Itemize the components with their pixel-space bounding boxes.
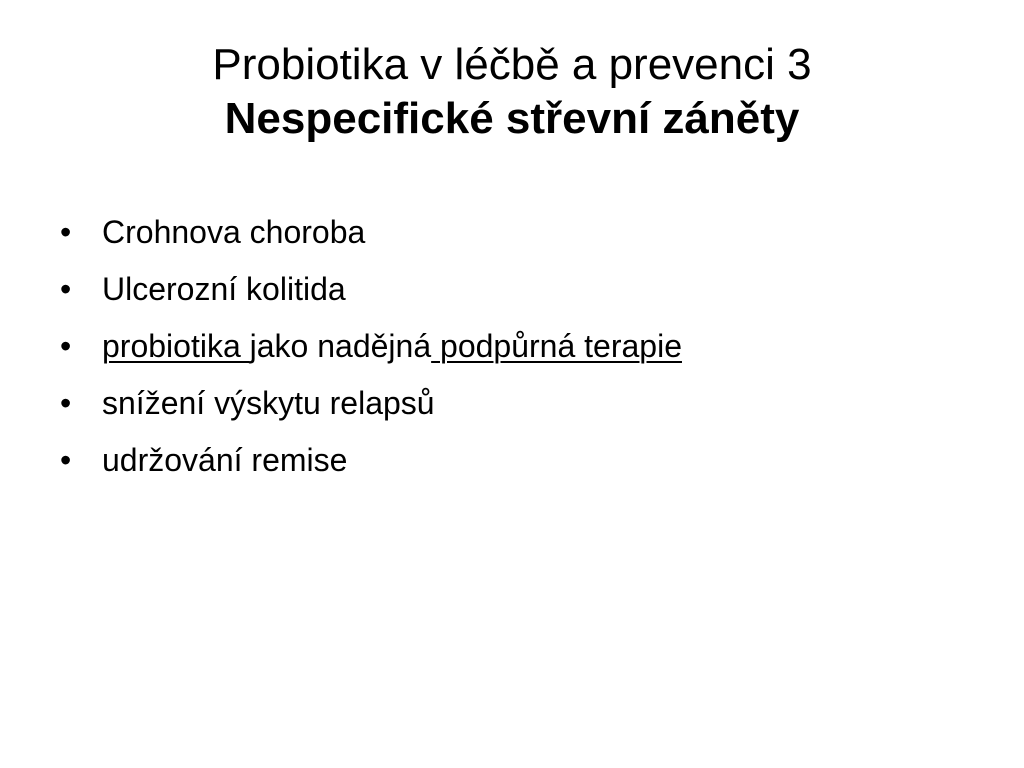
- bullet-text: udržování remise: [102, 442, 348, 478]
- bullet-text: Crohnova choroba: [102, 214, 366, 250]
- bullet-list: [60, 204, 682, 489]
- bullet-item-crohn: [60, 204, 682, 261]
- slide-title: [0, 38, 1024, 146]
- bullet-item-remission: [60, 432, 682, 489]
- bullet-text: Ulcerozní kolitida: [102, 271, 346, 307]
- podpurna-terapie-link[interactable]: podpůrná terapie: [431, 328, 682, 364]
- bullet-text: snížení výskytu relapsů: [102, 385, 435, 421]
- probiotika-link[interactable]: probiotika: [102, 328, 250, 364]
- bullet-item-relapses: [60, 375, 682, 432]
- title-subtitle: Nespecifické střevní záněty: [224, 94, 800, 143]
- bullet-item-colitis: [60, 261, 682, 318]
- title-main: Probiotika v léčbě a prevenci 3: [212, 40, 812, 89]
- bullet-text: jako nadějná: [249, 328, 432, 364]
- bullet-item-probiotics: [60, 318, 682, 375]
